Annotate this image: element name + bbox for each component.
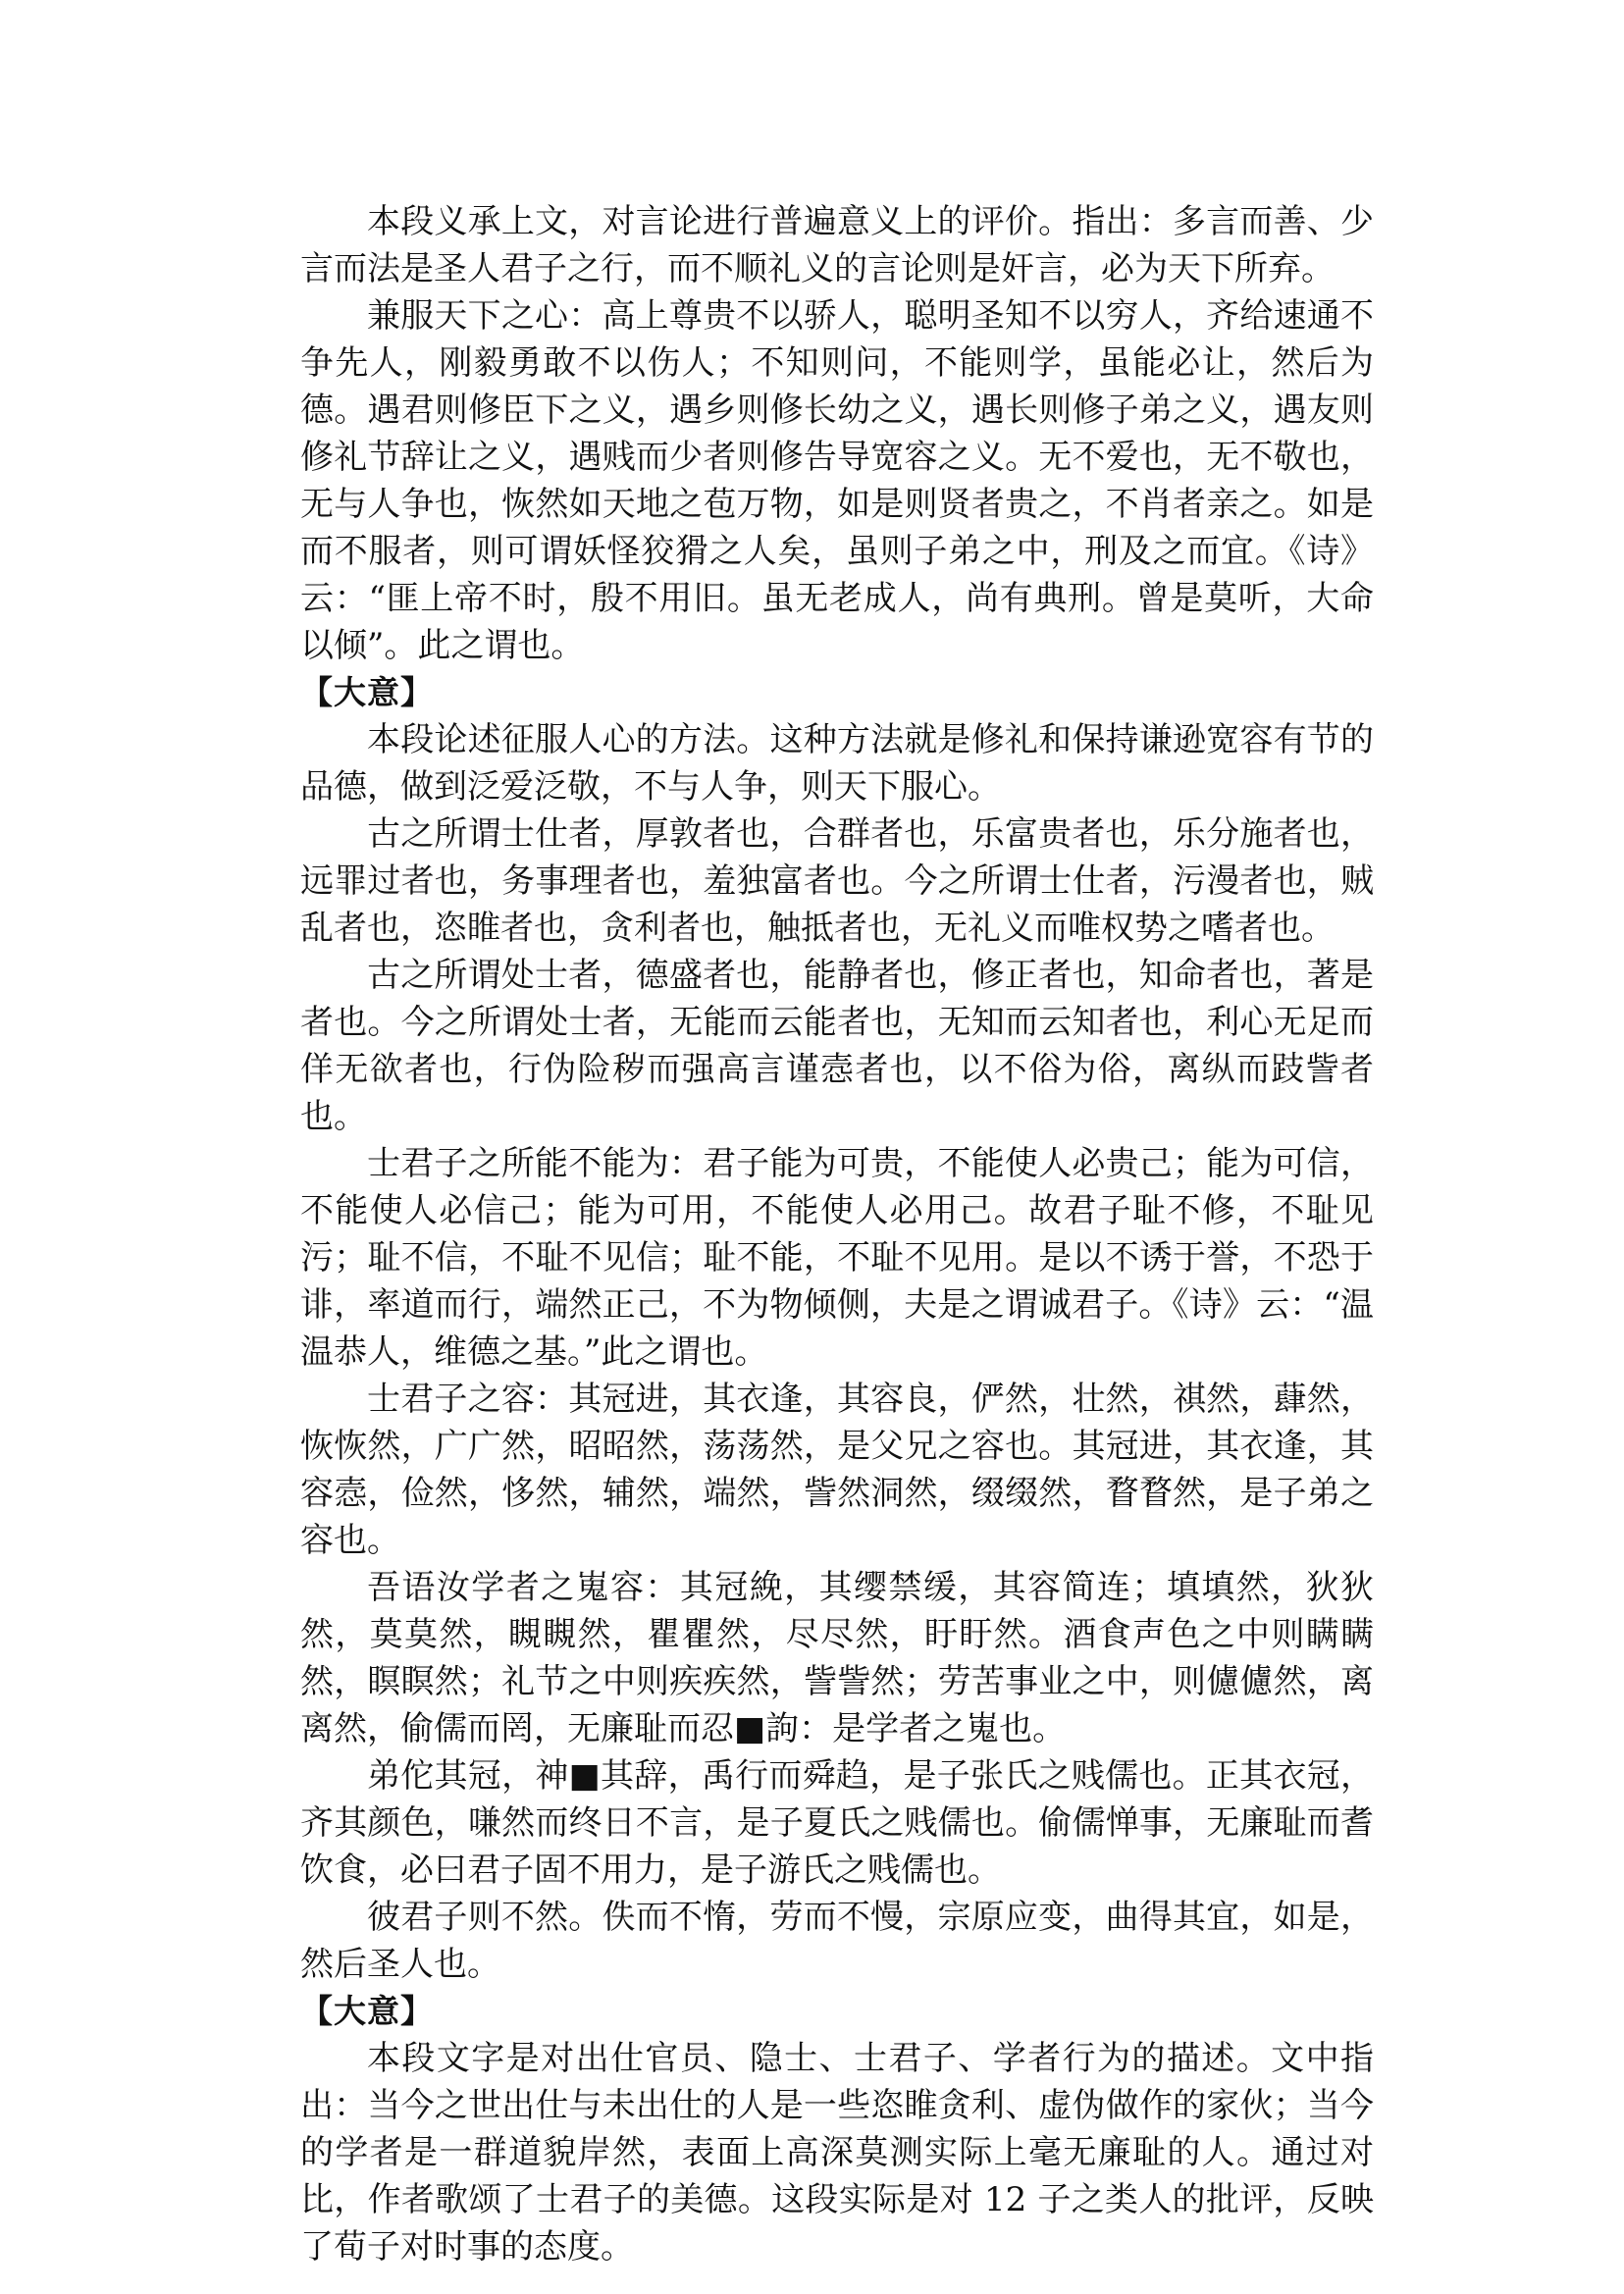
paragraph-8: 吾语汝学者之嵬容：其冠絻，其缨禁缓，其容简连；填填然，狄狄然，莫莫然，瞡瞡然，瞿瞿然，尽尽然，盱盱然。酒食声色之中则瞒瞒然，瞑瞑然；礼节之中则疾疾然，訾訾然；劳苦事业之中，则儢儢然，离离然，偷儒而罔，无廉耻而忍■訽：是学者之嵬也。 [300, 1568, 1374, 1748]
paragraph-7: 士君子之容：其冠进，其衣逢，其容良，俨然，壮然，祺然，蕼然，恢恢然，广广然，昭昭然，荡荡然，是父兄之容也。其冠进，其衣逢，其容悫，俭然，恀然，辅然，端然，訾然洞然，缀缀然，瞀瞀然，是子弟之容也。 [300, 1380, 1374, 1560]
paragraph-11: 本段文字是对出仕官员、隐士、士君子、学者行为的描述。文中指出：当今之世出仕与未出仕的人是一些恣睢贪利、虚伪做作的家伙；当今的学者是一群道貌岸然，表面上高深莫测实际上毫无廉耻的人。通过对比，作者歌颂了士君子的美德。这段实际是对 12 子之类人的批评，反映了荀子对时事的态度。 [300, 2039, 1374, 2267]
document-body [300, 198, 1374, 2270]
paragraph-6: 士君子之所能不能为：君子能为可贵，不能使人必贵己；能为可信，不能使人必信己；能为可用，不能使人必用己。故君子耻不修，不耻见污；耻不信，不耻不见信；耻不能，不耻不见用。是以不诱于誉，不恐于诽，率道而行，端然正己，不为物倾侧，夫是之谓诚君子。《诗》云：“温温恭人，维德之基。”此之谓也。 [300, 1144, 1374, 1372]
paragraph-4: 古之所谓士仕者，厚敦者也，合群者也，乐富贵者也，乐分施者也，远罪过者也，务事理者也，羞独富者也。今之所谓士仕者，污漫者也，贼乱者也，恣睢者也，贪利者也，触抵者也，无礼义而唯权势之嗜者也。 [300, 814, 1374, 948]
section-heading-2: 【大意】 [300, 1992, 434, 2030]
paragraph-5: 古之所谓处士者，德盛者也，能静者也，修正者也，知命者也，著是者也。今之所谓处士者，无能而云能者也，无知而云知者也，利心无足而佯无欲者也，行伪险秽而强高言谨悫者也，以不俗为俗，离纵而跂訾者也。 [300, 956, 1374, 1136]
paragraph-2: 兼服天下之心：高上尊贵不以骄人，聪明圣知不以穷人，齐给速通不争先人，刚毅勇敢不以伤人；不知则问，不能则学，虽能必让，然后为德。遇君则修臣下之义，遇乡则修长幼之义，遇长则修子弟之义，遇友则修礼节辞让之义，遇贱而少者则修告导宽容之义。无不爱也，无不敬也，无与人争也，恢然如天地之苞万物，如是则贤者贵之，不肖者亲之。如是而不服者，则可谓妖怪狡猾之人矣，虽则子弟之中，刑及之而宜。《诗》云：“匪上帝不时，殷不用旧。虽无老成人，尚有典刑。曾是莫听，大命以倾”。此之谓也。 [300, 296, 1374, 665]
section-heading-1: 【大意】 [300, 673, 434, 711]
paragraph-10: 彼君子则不然。佚而不惰，劳而不慢，宗原应变，曲得其宜，如是，然后圣人也。 [300, 1898, 1374, 1984]
paragraph-9: 弟佗其冠，神■其辞，禹行而舜趋，是子张氏之贱儒也。正其衣冠，齐其颜色，嗛然而终日不言，是子夏氏之贱儒也。偷儒惮事，无廉耻而耆饮食，必曰君子固不用力，是子游氏之贱儒也。 [300, 1756, 1374, 1890]
paragraph-3: 本段论述征服人心的方法。这种方法就是修礼和保持谦逊宽容有节的品德，做到泛爱泛敬，不与人争，则天下服心。 [300, 720, 1374, 807]
paragraph-1: 本段义承上文，对言论进行普遍意义上的评价。指出：多言而善、少言而法是圣人君子之行，而不顺礼义的言论则是奸言，必为天下所弃。 [300, 202, 1374, 288]
